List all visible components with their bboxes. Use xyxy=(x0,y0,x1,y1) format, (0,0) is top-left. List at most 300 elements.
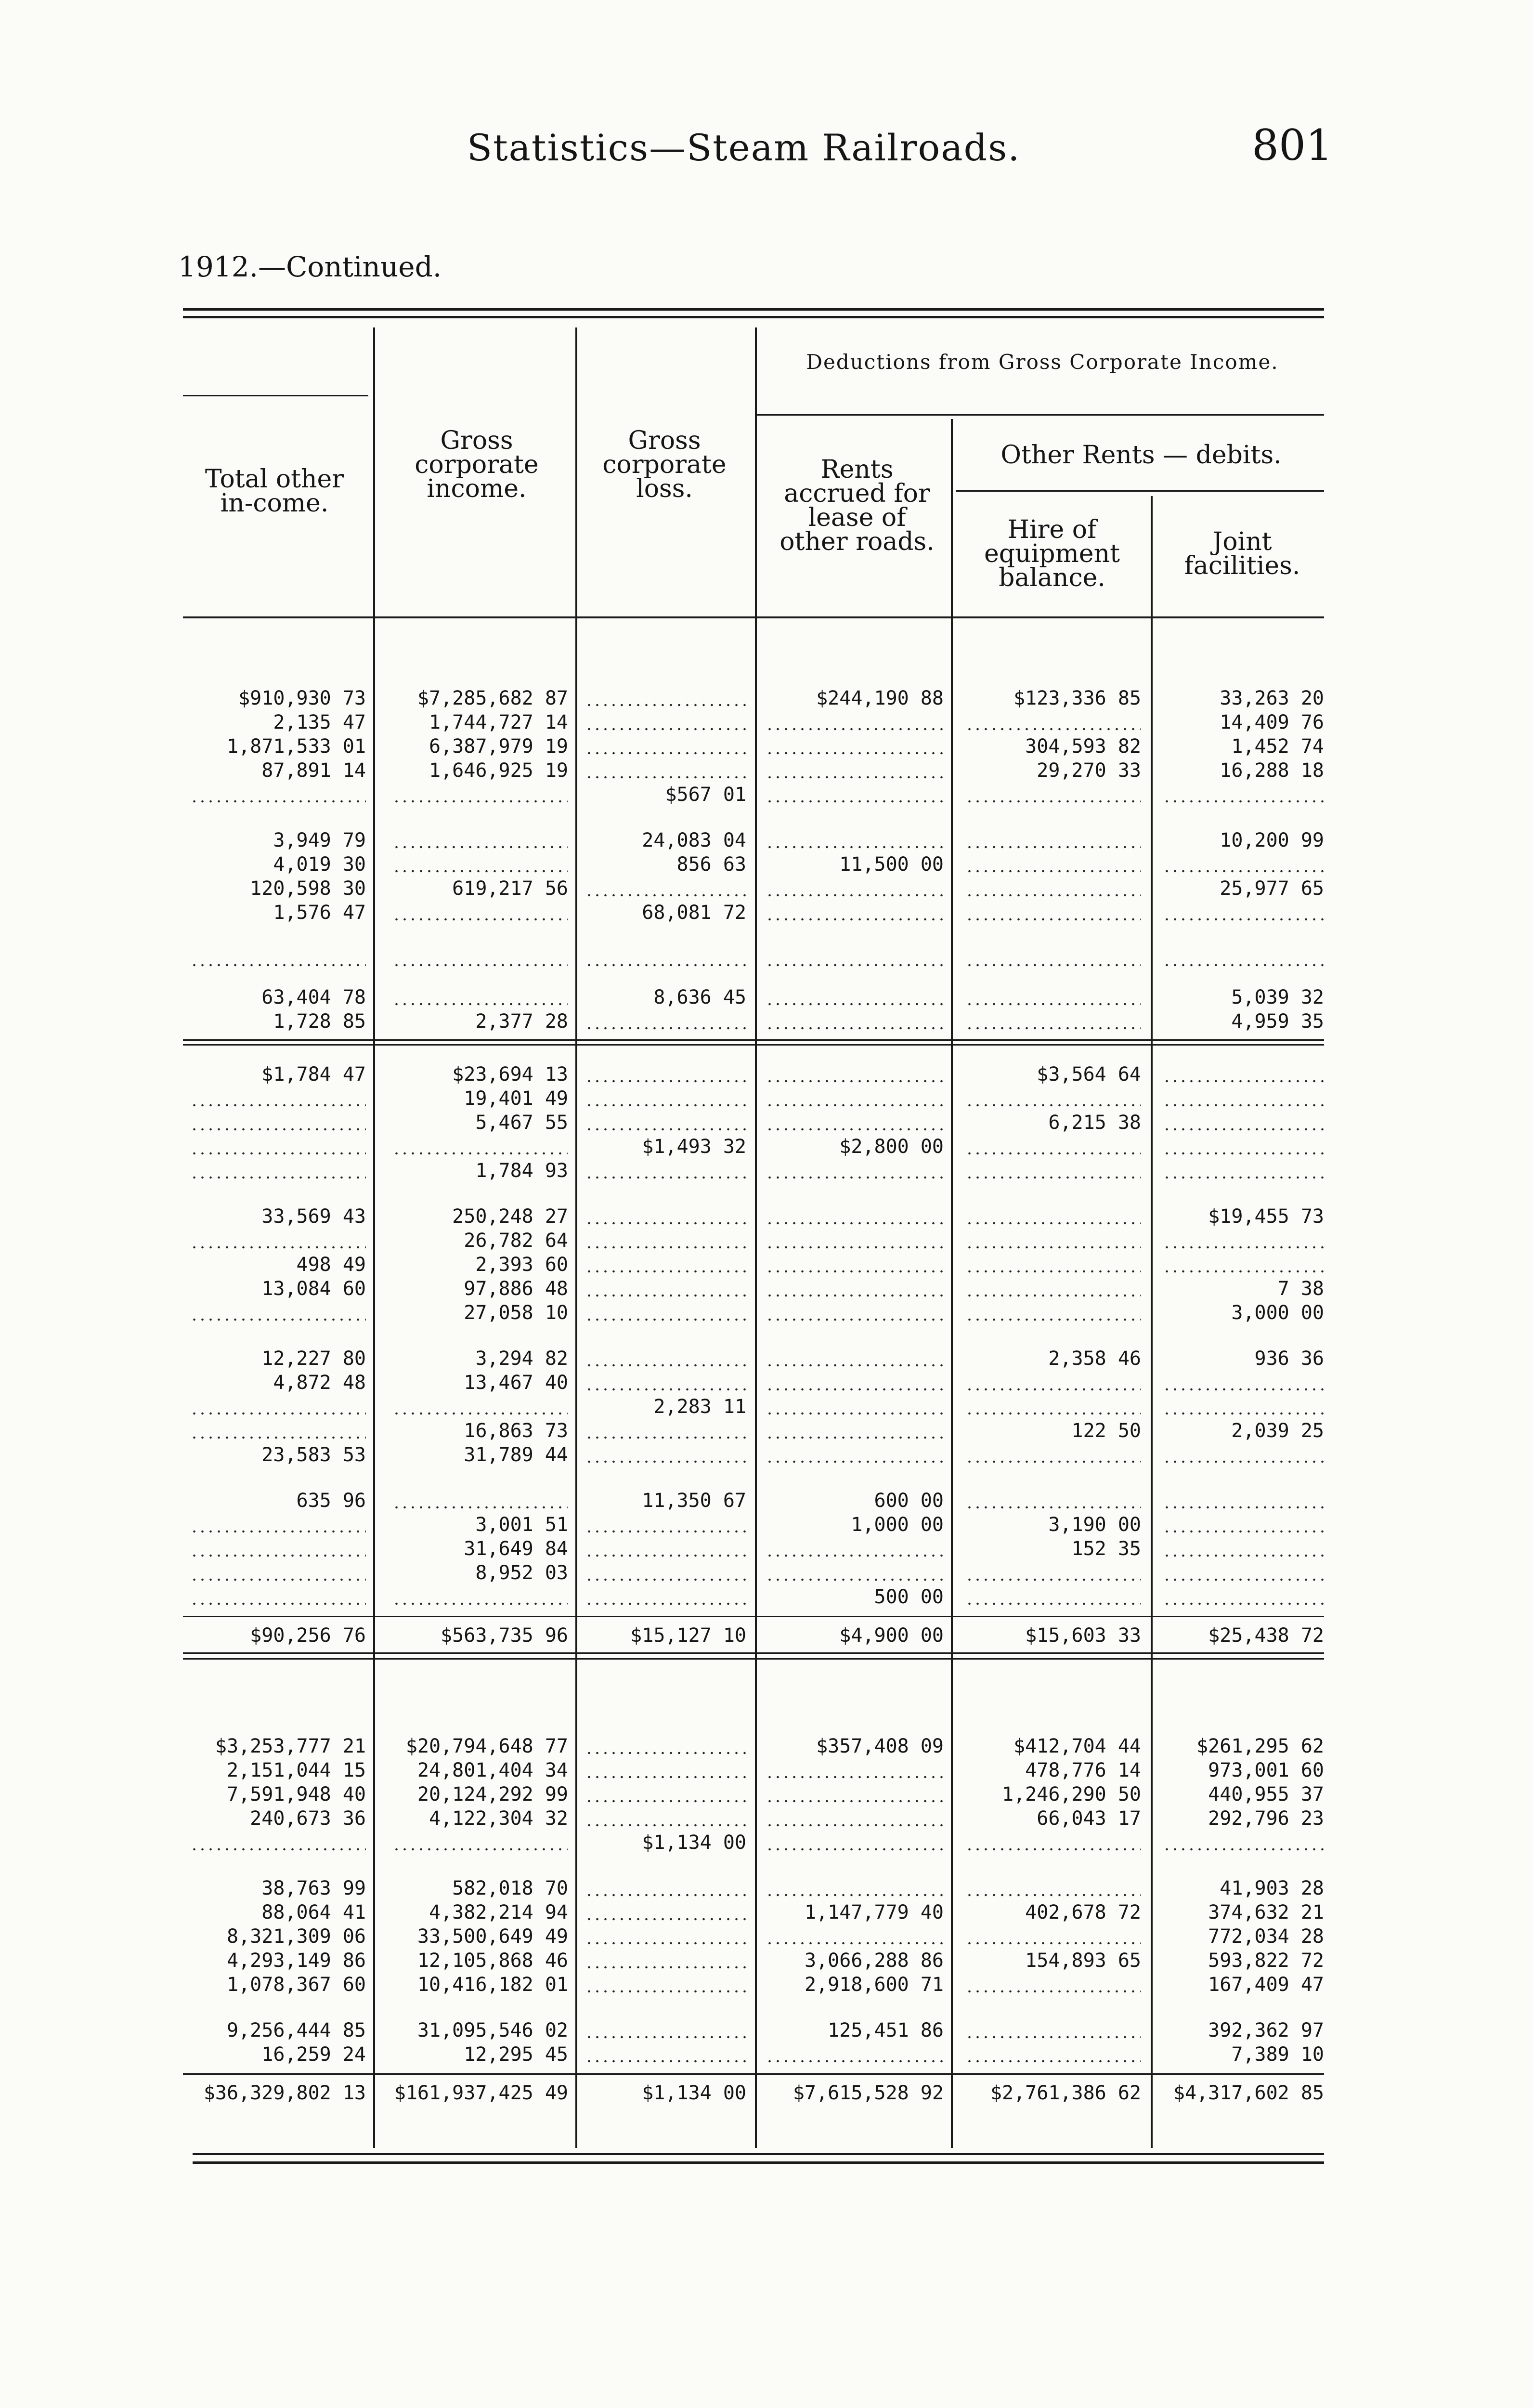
leader-dots xyxy=(965,1104,1141,1107)
section2-row-1-c1: 24,801,404 34 xyxy=(417,1759,568,1781)
total-row-c5: $4,317,602 85 xyxy=(1173,2082,1324,2104)
subtotal-row-c4: $15,603 33 xyxy=(1025,1624,1141,1647)
section2-row-9-c1: 10,416,182 01 xyxy=(417,1974,568,1996)
section2-row-10-c0: 9,256,444 85 xyxy=(227,2019,366,2042)
leader-dots xyxy=(585,1752,746,1754)
leader-dots xyxy=(585,2036,746,2039)
leader-dots xyxy=(766,1436,944,1439)
subtotal-row-c3: $4,900 00 xyxy=(839,1624,944,1647)
leader-dots xyxy=(766,1318,944,1321)
section2-row-0-c4: $412,704 44 xyxy=(1013,1735,1141,1757)
leader-dots xyxy=(766,1222,944,1225)
row-3-c1: 1,646,925 19 xyxy=(429,759,568,782)
row-25-c5: 2,039 25 xyxy=(1231,1420,1324,1442)
leader-dots xyxy=(965,728,1141,731)
row-26-c0: 23,583 53 xyxy=(261,1444,366,1466)
subtotal-row-c0: $90,256 76 xyxy=(250,1624,366,1647)
row-16-c1: 1,784 93 xyxy=(475,1160,568,1182)
section2-row-6-c1: 4,382,214 94 xyxy=(429,1901,568,1924)
section2-row-8-c3: 3,066,288 86 xyxy=(805,1950,944,1972)
leader-dots xyxy=(585,1602,746,1605)
section2-row-3-c4: 66,043 17 xyxy=(1037,1807,1141,1830)
row-0-c1: $7,285,682 87 xyxy=(417,687,568,709)
leader-dots xyxy=(585,1080,746,1083)
row-25-c4: 122 50 xyxy=(1071,1420,1141,1442)
other-rents-group-rule xyxy=(956,490,1324,492)
total-rule xyxy=(183,2073,1324,2075)
leader-dots xyxy=(1163,1152,1324,1155)
leader-dots xyxy=(190,1128,366,1131)
leader-dots xyxy=(766,1364,944,1367)
leader-dots xyxy=(965,1318,1141,1321)
leader-dots xyxy=(965,894,1141,897)
row-28-c1: 3,001 51 xyxy=(475,1514,568,1536)
row-26-c1: 31,789 44 xyxy=(464,1444,568,1466)
section2-row-9-c0: 1,078,367 60 xyxy=(227,1974,366,1996)
leader-dots xyxy=(392,918,568,921)
row-23-c1: 13,467 40 xyxy=(464,1372,568,1394)
leader-dots xyxy=(766,1080,944,1083)
col-rule-3 xyxy=(755,327,757,2148)
leader-dots xyxy=(965,870,1141,873)
row-6-c2: 856 63 xyxy=(676,853,746,876)
header-bottom-rule xyxy=(183,616,1324,618)
leader-dots xyxy=(965,1578,1141,1581)
leader-dots xyxy=(965,1460,1141,1463)
leader-dots xyxy=(1163,1506,1324,1509)
leader-dots xyxy=(766,1270,944,1273)
leader-dots xyxy=(585,1027,746,1030)
leader-dots xyxy=(392,1602,568,1605)
leader-dots xyxy=(965,846,1141,849)
row-14-c1: 5,467 55 xyxy=(475,1112,568,1134)
section2-row-3-c5: 292,796 23 xyxy=(1208,1807,1324,1830)
section2-row-6-c0: 88,064 41 xyxy=(261,1901,366,1924)
section2-row-6-c3: 1,147,779 40 xyxy=(805,1901,944,1924)
leader-dots xyxy=(766,1128,944,1131)
leader-dots xyxy=(1163,1128,1324,1131)
row-8-c0: 1,576 47 xyxy=(273,902,366,924)
section2-row-7-c5: 772,034 28 xyxy=(1208,1925,1324,1948)
leader-dots xyxy=(965,1894,1141,1897)
leader-dots xyxy=(766,1412,944,1415)
col-gross-corporate-loss: Gross corporate loss. xyxy=(602,426,727,503)
leader-dots xyxy=(965,1942,1141,1945)
leader-dots xyxy=(766,1460,944,1463)
row-31-c3: 500 00 xyxy=(874,1586,944,1608)
leader-dots xyxy=(965,918,1141,921)
leader-dots xyxy=(392,870,568,873)
leader-dots xyxy=(965,1003,1141,1006)
row-18-c1: 26,782 64 xyxy=(464,1230,568,1252)
section2-row-5-c1: 582,018 70 xyxy=(452,1877,568,1899)
other-rents-group-header: Other Rents — debits. xyxy=(1000,441,1282,470)
row-13-c1: 19,401 49 xyxy=(464,1087,568,1110)
row-11-c1: 2,377 28 xyxy=(475,1010,568,1033)
section2-row-7-c1: 33,500,649 49 xyxy=(417,1925,568,1948)
leader-dots xyxy=(585,1776,746,1779)
row-27-c3: 600 00 xyxy=(874,1490,944,1512)
leader-dots xyxy=(965,1270,1141,1273)
total-row-c0: $36,329,802 13 xyxy=(203,2082,366,2104)
row-20-c1: 97,886 48 xyxy=(464,1278,568,1300)
row-20-c5: 7 38 xyxy=(1277,1278,1324,1300)
leader-dots xyxy=(1163,1848,1324,1851)
leader-dots xyxy=(766,1578,944,1581)
section2-row-1-c4: 478,776 14 xyxy=(1025,1759,1141,1781)
row-5-c5: 10,200 99 xyxy=(1220,829,1324,851)
row-2-c4: 304,593 82 xyxy=(1025,735,1141,758)
leader-dots xyxy=(585,1222,746,1225)
leader-dots xyxy=(766,1104,944,1107)
leader-dots xyxy=(1163,1080,1324,1083)
leader-dots xyxy=(1163,1246,1324,1249)
leader-dots xyxy=(585,1318,746,1321)
leader-dots xyxy=(392,1506,568,1509)
total-row-c3: $7,615,528 92 xyxy=(792,2082,944,2104)
leader-dots xyxy=(585,1270,746,1273)
leader-dots xyxy=(190,1530,366,1533)
leader-dots xyxy=(766,800,944,803)
leader-dots xyxy=(766,1003,944,1006)
leader-dots xyxy=(190,1246,366,1249)
leader-dots xyxy=(766,728,944,731)
row-6-c3: 11,500 00 xyxy=(839,853,944,876)
leader-dots xyxy=(190,964,366,967)
section2-row-11-c0: 16,259 24 xyxy=(261,2043,366,2066)
leader-dots xyxy=(766,2060,944,2063)
leader-dots xyxy=(965,1246,1141,1249)
section2-row-9-c5: 167,409 47 xyxy=(1208,1974,1324,1996)
row-5-c2: 24,083 04 xyxy=(642,829,746,851)
bottom-double-rule-2 xyxy=(193,2161,1324,2164)
subtotal-double-rule-a xyxy=(183,1652,1324,1654)
leader-dots xyxy=(1163,870,1324,873)
leader-dots xyxy=(965,1848,1141,1851)
leader-dots xyxy=(585,1578,746,1581)
leader-dots xyxy=(1163,1104,1324,1107)
row-3-c0: 87,891 14 xyxy=(261,759,366,782)
leader-dots xyxy=(965,1294,1141,1297)
row-22-c5: 936 36 xyxy=(1254,1348,1324,1370)
row-17-c0: 33,569 43 xyxy=(261,1205,366,1228)
leader-dots xyxy=(965,1602,1141,1605)
total-row-c1: $161,937,425 49 xyxy=(394,2082,568,2104)
row-27-c2: 11,350 67 xyxy=(642,1490,746,1512)
section2-row-11-c5: 7,389 10 xyxy=(1231,2043,1324,2066)
leader-dots xyxy=(190,1848,366,1851)
section2-row-0-c3: $357,408 09 xyxy=(816,1735,944,1757)
row-24-c2: 2,283 11 xyxy=(653,1396,746,1418)
row-15-c2: $1,493 32 xyxy=(642,1136,746,1158)
leader-dots xyxy=(585,964,746,967)
leader-dots xyxy=(766,1554,944,1557)
leader-dots xyxy=(585,2060,746,2063)
row-1-c1: 1,744,727 14 xyxy=(429,711,568,733)
row-29-c4: 152 35 xyxy=(1071,1538,1141,1560)
section2-row-0-c0: $3,253,777 21 xyxy=(215,1735,366,1757)
row-25-c1: 16,863 73 xyxy=(464,1420,568,1442)
section2-row-10-c3: 125,451 86 xyxy=(828,2019,944,2042)
leader-dots xyxy=(190,1318,366,1321)
bottom-double-rule-1 xyxy=(193,2153,1324,2155)
row-17-c1: 250,248 27 xyxy=(452,1205,568,1228)
leader-dots xyxy=(190,1602,366,1605)
leader-dots xyxy=(766,1942,944,1945)
leader-dots xyxy=(965,800,1141,803)
leader-dots xyxy=(585,1128,746,1131)
leader-dots xyxy=(1163,964,1324,967)
subtotal-row-c1: $563,735 96 xyxy=(441,1624,568,1647)
row-0-c4: $123,336 85 xyxy=(1013,687,1141,709)
leader-dots xyxy=(1163,1412,1324,1415)
leader-dots xyxy=(766,846,944,849)
section2-row-3-c1: 4,122,304 32 xyxy=(429,1807,568,1830)
group-double-rule-b xyxy=(183,1044,1324,1046)
section2-row-6-c4: 402,678 72 xyxy=(1025,1901,1141,1924)
row-6-c0: 4,019 30 xyxy=(273,853,366,876)
section2-row-8-c1: 12,105,868 46 xyxy=(417,1950,568,1972)
row-20-c0: 13,084 60 xyxy=(261,1278,366,1300)
row-27-c0: 635 96 xyxy=(296,1490,366,1512)
leader-dots xyxy=(190,1554,366,1557)
leader-dots xyxy=(766,1027,944,1030)
col-total-other-income: Total other in-come. xyxy=(205,465,344,518)
leader-dots xyxy=(1163,1460,1324,1463)
leader-dots xyxy=(766,1176,944,1179)
section2-row-6-c5: 374,632 21 xyxy=(1208,1901,1324,1924)
top-double-rule-2 xyxy=(183,316,1324,318)
leader-dots xyxy=(585,1460,746,1463)
leader-dots xyxy=(585,1364,746,1367)
subtotal-rule xyxy=(183,1616,1324,1617)
leader-dots xyxy=(392,1848,568,1851)
leader-dots xyxy=(392,1412,568,1415)
section2-row-10-c5: 392,362 97 xyxy=(1208,2019,1324,2042)
col-hire-of-equipment: Hire of equipment balance. xyxy=(984,515,1120,592)
row-12-c0: $1,784 47 xyxy=(261,1063,366,1086)
subtotal-double-rule-b xyxy=(183,1658,1324,1660)
leader-dots xyxy=(965,964,1141,967)
subtotal-row-c2: $15,127 10 xyxy=(630,1624,746,1647)
col-rents-accrued: Rents accrued for lease of other roads. xyxy=(779,455,935,556)
section2-row-5-c0: 38,763 99 xyxy=(261,1877,366,1899)
leader-dots xyxy=(585,728,746,731)
leader-dots xyxy=(392,846,568,849)
leader-dots xyxy=(1163,1530,1324,1533)
leader-dots xyxy=(766,894,944,897)
section2-row-0-c1: $20,794,648 77 xyxy=(405,1735,568,1757)
leader-dots xyxy=(766,1824,944,1827)
leader-dots xyxy=(585,1918,746,1921)
leader-dots xyxy=(1163,1270,1324,1273)
leader-dots xyxy=(766,1294,944,1297)
leader-dots xyxy=(1163,1578,1324,1581)
leader-dots xyxy=(585,1942,746,1945)
leader-dots xyxy=(585,1176,746,1179)
row-0-c3: $244,190 88 xyxy=(816,687,944,709)
leader-dots xyxy=(766,1388,944,1391)
leader-dots xyxy=(1163,1602,1324,1605)
row-2-c1: 6,387,979 19 xyxy=(429,735,568,758)
section2-row-11-c1: 12,295 45 xyxy=(464,2043,568,2066)
leader-dots xyxy=(965,1222,1141,1225)
section2-row-8-c0: 4,293,149 86 xyxy=(227,1950,366,1972)
leader-dots xyxy=(585,1824,746,1827)
leader-dots xyxy=(766,1800,944,1803)
section2-row-2-c5: 440,955 37 xyxy=(1208,1783,1324,1806)
leader-dots xyxy=(965,1388,1141,1391)
row-21-c1: 27,058 10 xyxy=(464,1302,568,1324)
col-rule-1 xyxy=(373,327,375,2148)
leader-dots xyxy=(766,752,944,755)
section2-row-8-c5: 593,822 72 xyxy=(1208,1950,1324,1972)
section2-row-7-c0: 8,321,309 06 xyxy=(227,1925,366,1948)
row-3-c5: 16,288 18 xyxy=(1220,759,1324,782)
leader-dots xyxy=(1163,800,1324,803)
row-3-c4: 29,270 33 xyxy=(1037,759,1141,782)
leader-dots xyxy=(392,964,568,967)
leader-dots xyxy=(190,1578,366,1581)
deductions-group-header: Deductions from Gross Corporate Income. xyxy=(806,350,1279,374)
row-1-c5: 14,409 76 xyxy=(1220,711,1324,733)
section2-row-2-c1: 20,124,292 99 xyxy=(417,1783,568,1806)
leader-dots xyxy=(766,776,944,779)
leader-dots xyxy=(190,1176,366,1179)
row-30-c1: 8,952 03 xyxy=(475,1562,568,1584)
leader-dots xyxy=(965,1027,1141,1030)
row-22-c1: 3,294 82 xyxy=(475,1348,568,1370)
leader-dots xyxy=(585,1104,746,1107)
total-row-c2: $1,134 00 xyxy=(642,2082,746,2104)
col-rule-5 xyxy=(1151,496,1153,2148)
row-19-c1: 2,393 60 xyxy=(475,1254,568,1276)
row-10-c0: 63,404 78 xyxy=(261,986,366,1008)
row-7-c0: 120,598 30 xyxy=(250,877,366,900)
leader-dots xyxy=(585,752,746,755)
section2-row-2-c0: 7,591,948 40 xyxy=(227,1783,366,1806)
leader-dots xyxy=(965,1506,1141,1509)
row-17-c5: $19,455 73 xyxy=(1208,1205,1324,1228)
row-2-c5: 1,452 74 xyxy=(1231,735,1324,758)
first-column-rule xyxy=(183,395,368,396)
subtotal-row-c5: $25,438 72 xyxy=(1208,1624,1324,1647)
leader-dots xyxy=(585,1294,746,1297)
leader-dots xyxy=(1163,1388,1324,1391)
leader-dots xyxy=(392,1152,568,1155)
col-rule-4 xyxy=(951,419,953,2148)
group-double-rule-a xyxy=(183,1039,1324,1041)
section2-row-1-c5: 973,001 60 xyxy=(1208,1759,1324,1781)
leader-dots xyxy=(585,1894,746,1897)
row-12-c1: $23,694 13 xyxy=(452,1063,568,1086)
running-header: Statistics—Steam Railroads. xyxy=(467,126,1021,169)
row-12-c4: $3,564 64 xyxy=(1037,1063,1141,1086)
row-23-c0: 4,872 48 xyxy=(273,1372,366,1394)
leader-dots xyxy=(392,1003,568,1006)
leader-dots xyxy=(585,704,746,707)
section2-row-3-c0: 240,673 36 xyxy=(250,1807,366,1830)
row-1-c0: 2,135 47 xyxy=(273,711,366,733)
section2-row-8-c4: 154,893 65 xyxy=(1025,1950,1141,1972)
section2-row-1-c0: 2,151,044 15 xyxy=(227,1759,366,1781)
row-7-c5: 25,977 65 xyxy=(1220,877,1324,900)
row-2-c0: 1,871,533 01 xyxy=(227,735,366,758)
row-22-c4: 2,358 46 xyxy=(1048,1348,1141,1370)
leader-dots xyxy=(766,1894,944,1897)
col-rule-2 xyxy=(575,327,577,2148)
leader-dots xyxy=(585,1990,746,1993)
leader-dots xyxy=(965,1176,1141,1179)
row-4-c2: $567 01 xyxy=(665,784,746,806)
leader-dots xyxy=(190,800,366,803)
leader-dots xyxy=(585,1554,746,1557)
leader-dots xyxy=(766,964,944,967)
row-10-c5: 5,039 32 xyxy=(1231,986,1324,1008)
deductions-group-rule xyxy=(755,414,1324,416)
row-11-c0: 1,728 85 xyxy=(273,1010,366,1033)
top-double-rule-1 xyxy=(183,308,1324,311)
leader-dots xyxy=(190,1104,366,1107)
leader-dots xyxy=(585,894,746,897)
leader-dots xyxy=(1163,918,1324,921)
row-15-c3: $2,800 00 xyxy=(839,1136,944,1158)
row-10-c2: 8,636 45 xyxy=(653,986,746,1008)
row-28-c4: 3,190 00 xyxy=(1048,1514,1141,1536)
leader-dots xyxy=(766,1776,944,1779)
leader-dots xyxy=(1163,1554,1324,1557)
leader-dots xyxy=(766,918,944,921)
leader-dots xyxy=(190,1152,366,1155)
leader-dots xyxy=(585,1530,746,1533)
total-row-c4: $2,761,386 62 xyxy=(990,2082,1141,2104)
leader-dots xyxy=(965,2060,1141,2063)
continued-label: 1912.—Continued. xyxy=(178,250,442,283)
leader-dots xyxy=(766,1848,944,1851)
page-number: 801 xyxy=(1252,120,1333,170)
leader-dots xyxy=(1163,1176,1324,1179)
section2-row-2-c4: 1,246,290 50 xyxy=(1002,1783,1141,1806)
section2-row-4-c2: $1,134 00 xyxy=(642,1832,746,1854)
row-21-c5: 3,000 00 xyxy=(1231,1302,1324,1324)
row-22-c0: 12,227 80 xyxy=(261,1348,366,1370)
section2-row-10-c1: 31,095,546 02 xyxy=(417,2019,568,2042)
row-28-c3: 1,000 00 xyxy=(851,1514,944,1536)
row-19-c0: 498 49 xyxy=(296,1254,366,1276)
leader-dots xyxy=(585,1436,746,1439)
section2-row-5-c5: 41,903 28 xyxy=(1220,1877,1324,1899)
leader-dots xyxy=(585,1388,746,1391)
section2-row-9-c3: 2,918,600 71 xyxy=(805,1974,944,1996)
col-gross-corporate-income: Gross corporate income. xyxy=(415,426,539,503)
leader-dots xyxy=(585,1800,746,1803)
leader-dots xyxy=(965,1990,1141,1993)
row-0-c0: $910,930 73 xyxy=(238,687,366,709)
leader-dots xyxy=(965,1152,1141,1155)
row-11-c5: 4,959 35 xyxy=(1231,1010,1324,1033)
row-29-c1: 31,649 84 xyxy=(464,1538,568,1560)
row-8-c2: 68,081 72 xyxy=(642,902,746,924)
row-7-c1: 619,217 56 xyxy=(452,877,568,900)
row-0-c5: 33,263 20 xyxy=(1220,687,1324,709)
leader-dots xyxy=(585,1246,746,1249)
leader-dots xyxy=(585,1966,746,1969)
row-14-c4: 6,215 38 xyxy=(1048,1112,1141,1134)
leader-dots xyxy=(190,1436,366,1439)
leader-dots xyxy=(766,1246,944,1249)
leader-dots xyxy=(965,1412,1141,1415)
row-5-c0: 3,949 79 xyxy=(273,829,366,851)
